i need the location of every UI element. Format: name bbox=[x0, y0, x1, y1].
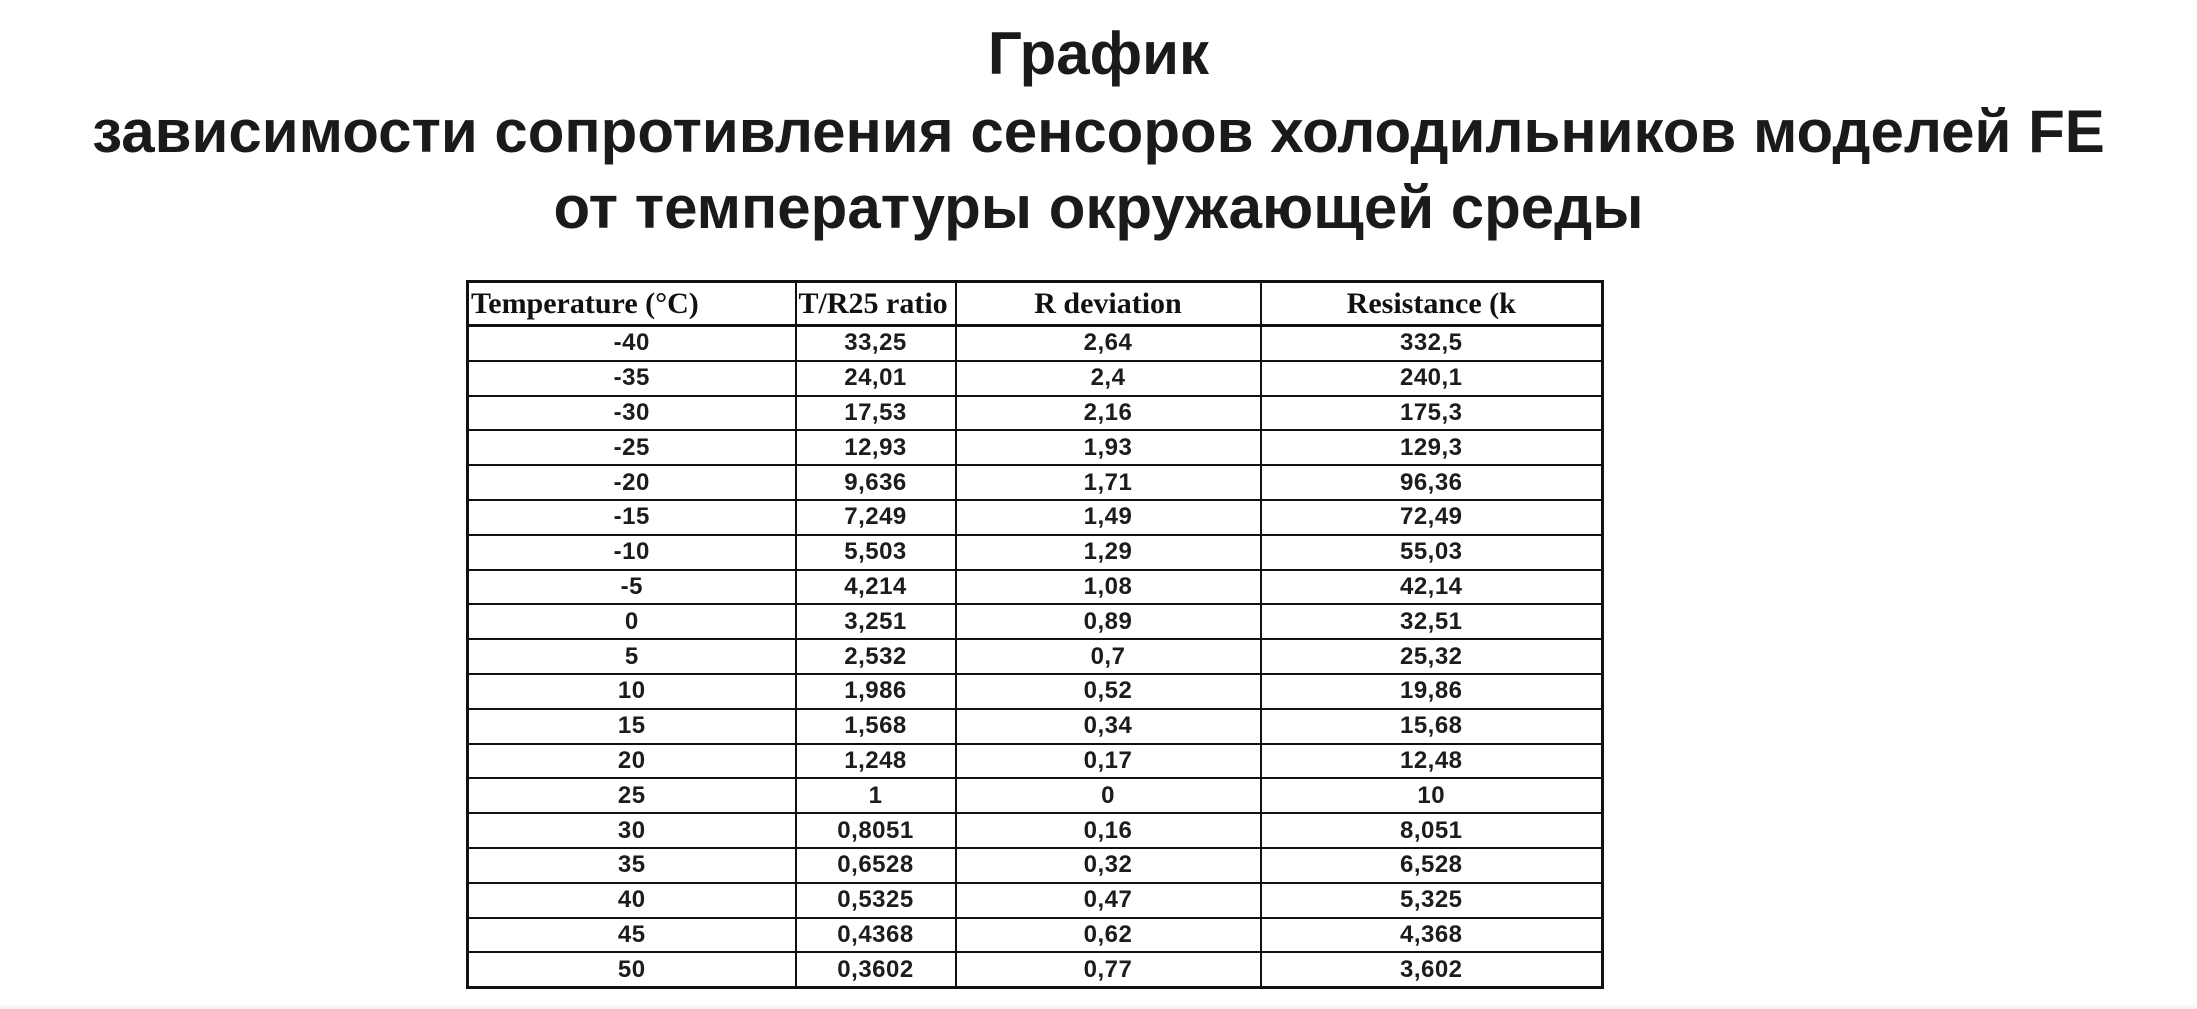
cell-deviation: 0,34 bbox=[956, 709, 1261, 744]
table-body bbox=[468, 326, 1603, 988]
table-row bbox=[468, 396, 1603, 431]
table-row bbox=[468, 883, 1603, 918]
cell-resistance: 4,368 bbox=[1261, 918, 1603, 953]
cell-deviation: 1,49 bbox=[956, 500, 1261, 535]
table-row bbox=[468, 465, 1603, 500]
cell-deviation: 0,52 bbox=[956, 674, 1261, 709]
cell-resistance: 240,1 bbox=[1261, 361, 1603, 396]
table-row bbox=[468, 709, 1603, 744]
cell-ratio: 1,248 bbox=[796, 744, 956, 779]
cell-temperature: 25 bbox=[468, 778, 796, 813]
cell-deviation: 0,47 bbox=[956, 883, 1261, 918]
cell-temperature: 0 bbox=[468, 604, 796, 639]
cell-resistance: 175,3 bbox=[1261, 396, 1603, 431]
cell-temperature: -30 bbox=[468, 396, 796, 431]
cell-deviation: 1,29 bbox=[956, 535, 1261, 570]
cell-ratio: 12,93 bbox=[796, 430, 956, 465]
header-temperature: Temperature (°C) bbox=[468, 282, 796, 326]
table-row bbox=[468, 604, 1603, 639]
cell-resistance: 10 bbox=[1261, 778, 1603, 813]
cell-resistance: 25,32 bbox=[1261, 639, 1603, 674]
cell-ratio: 33,25 bbox=[796, 326, 956, 361]
header-ratio: T/R25 ratio bbox=[796, 282, 956, 326]
cell-deviation: 0,16 bbox=[956, 813, 1261, 848]
scan-edge-shade bbox=[0, 1003, 2197, 1009]
cell-ratio: 5,503 bbox=[796, 535, 956, 570]
cell-resistance: 32,51 bbox=[1261, 604, 1603, 639]
cell-temperature: 35 bbox=[468, 848, 796, 883]
cell-resistance: 129,3 bbox=[1261, 430, 1603, 465]
table-row bbox=[468, 326, 1603, 361]
cell-temperature: 50 bbox=[468, 952, 796, 987]
cell-deviation: 2,4 bbox=[956, 361, 1261, 396]
cell-ratio: 24,01 bbox=[796, 361, 956, 396]
table-row bbox=[468, 744, 1603, 779]
cell-temperature: 40 bbox=[468, 883, 796, 918]
cell-resistance: 19,86 bbox=[1261, 674, 1603, 709]
cell-ratio: 1,568 bbox=[796, 709, 956, 744]
cell-ratio: 1 bbox=[796, 778, 956, 813]
cell-resistance: 3,602 bbox=[1261, 952, 1603, 987]
table-row bbox=[468, 639, 1603, 674]
cell-temperature: 30 bbox=[468, 813, 796, 848]
cell-ratio: 0,8051 bbox=[796, 813, 956, 848]
cell-ratio: 2,532 bbox=[796, 639, 956, 674]
table-row bbox=[468, 570, 1603, 605]
resistance-table bbox=[466, 280, 1604, 989]
header-resistance: Resistance (k bbox=[1261, 282, 1603, 326]
cell-resistance: 5,325 bbox=[1261, 883, 1603, 918]
cell-ratio: 9,636 bbox=[796, 465, 956, 500]
document-title bbox=[0, 18, 2197, 244]
cell-deviation: 1,08 bbox=[956, 570, 1261, 605]
cell-ratio: 7,249 bbox=[796, 500, 956, 535]
cell-resistance: 12,48 bbox=[1261, 744, 1603, 779]
cell-ratio: 1,986 bbox=[796, 674, 956, 709]
cell-ratio: 0,5325 bbox=[796, 883, 956, 918]
table-row bbox=[468, 813, 1603, 848]
table-row bbox=[468, 952, 1603, 987]
cell-temperature: 10 bbox=[468, 674, 796, 709]
header-deviation: R deviation bbox=[956, 282, 1261, 326]
cell-ratio: 0,3602 bbox=[796, 952, 956, 987]
cell-deviation: 2,16 bbox=[956, 396, 1261, 431]
cell-temperature: -5 bbox=[468, 570, 796, 605]
table-row bbox=[468, 848, 1603, 883]
cell-resistance: 72,49 bbox=[1261, 500, 1603, 535]
table-row bbox=[468, 430, 1603, 465]
cell-resistance: 42,14 bbox=[1261, 570, 1603, 605]
resistance-table-container bbox=[466, 280, 1601, 989]
cell-temperature: 45 bbox=[468, 918, 796, 953]
table-row bbox=[468, 535, 1603, 570]
cell-temperature: -25 bbox=[468, 430, 796, 465]
cell-temperature: 5 bbox=[468, 639, 796, 674]
table-row bbox=[468, 500, 1603, 535]
cell-ratio: 4,214 bbox=[796, 570, 956, 605]
cell-resistance: 55,03 bbox=[1261, 535, 1603, 570]
cell-resistance: 15,68 bbox=[1261, 709, 1603, 744]
cell-deviation: 2,64 bbox=[956, 326, 1261, 361]
cell-deviation: 1,93 bbox=[956, 430, 1261, 465]
table-header-row bbox=[468, 282, 1603, 326]
cell-temperature: 15 bbox=[468, 709, 796, 744]
title-line-3: от температуры окружающей среды bbox=[553, 174, 1644, 241]
table-row bbox=[468, 361, 1603, 396]
cell-ratio: 17,53 bbox=[796, 396, 956, 431]
cell-temperature: -40 bbox=[468, 326, 796, 361]
cell-deviation: 0,62 bbox=[956, 918, 1261, 953]
cell-temperature: -15 bbox=[468, 500, 796, 535]
cell-ratio: 0,6528 bbox=[796, 848, 956, 883]
cell-ratio: 3,251 bbox=[796, 604, 956, 639]
table-row bbox=[468, 778, 1603, 813]
cell-resistance: 332,5 bbox=[1261, 326, 1603, 361]
title-line-2: зависимости сопротивления сенсоров холодильников моделей FE bbox=[92, 98, 2105, 165]
title-line-1: График bbox=[987, 20, 1210, 87]
cell-deviation: 0,77 bbox=[956, 952, 1261, 987]
cell-deviation: 0,17 bbox=[956, 744, 1261, 779]
table-row bbox=[468, 918, 1603, 953]
table-row bbox=[468, 674, 1603, 709]
cell-resistance: 96,36 bbox=[1261, 465, 1603, 500]
cell-deviation: 0,89 bbox=[956, 604, 1261, 639]
cell-temperature: -10 bbox=[468, 535, 796, 570]
cell-deviation: 0,32 bbox=[956, 848, 1261, 883]
cell-deviation: 1,71 bbox=[956, 465, 1261, 500]
cell-deviation: 0,7 bbox=[956, 639, 1261, 674]
cell-temperature: 20 bbox=[468, 744, 796, 779]
cell-temperature: -20 bbox=[468, 465, 796, 500]
cell-resistance: 8,051 bbox=[1261, 813, 1603, 848]
cell-ratio: 0,4368 bbox=[796, 918, 956, 953]
cell-resistance: 6,528 bbox=[1261, 848, 1603, 883]
cell-temperature: -35 bbox=[468, 361, 796, 396]
cell-deviation: 0 bbox=[956, 778, 1261, 813]
